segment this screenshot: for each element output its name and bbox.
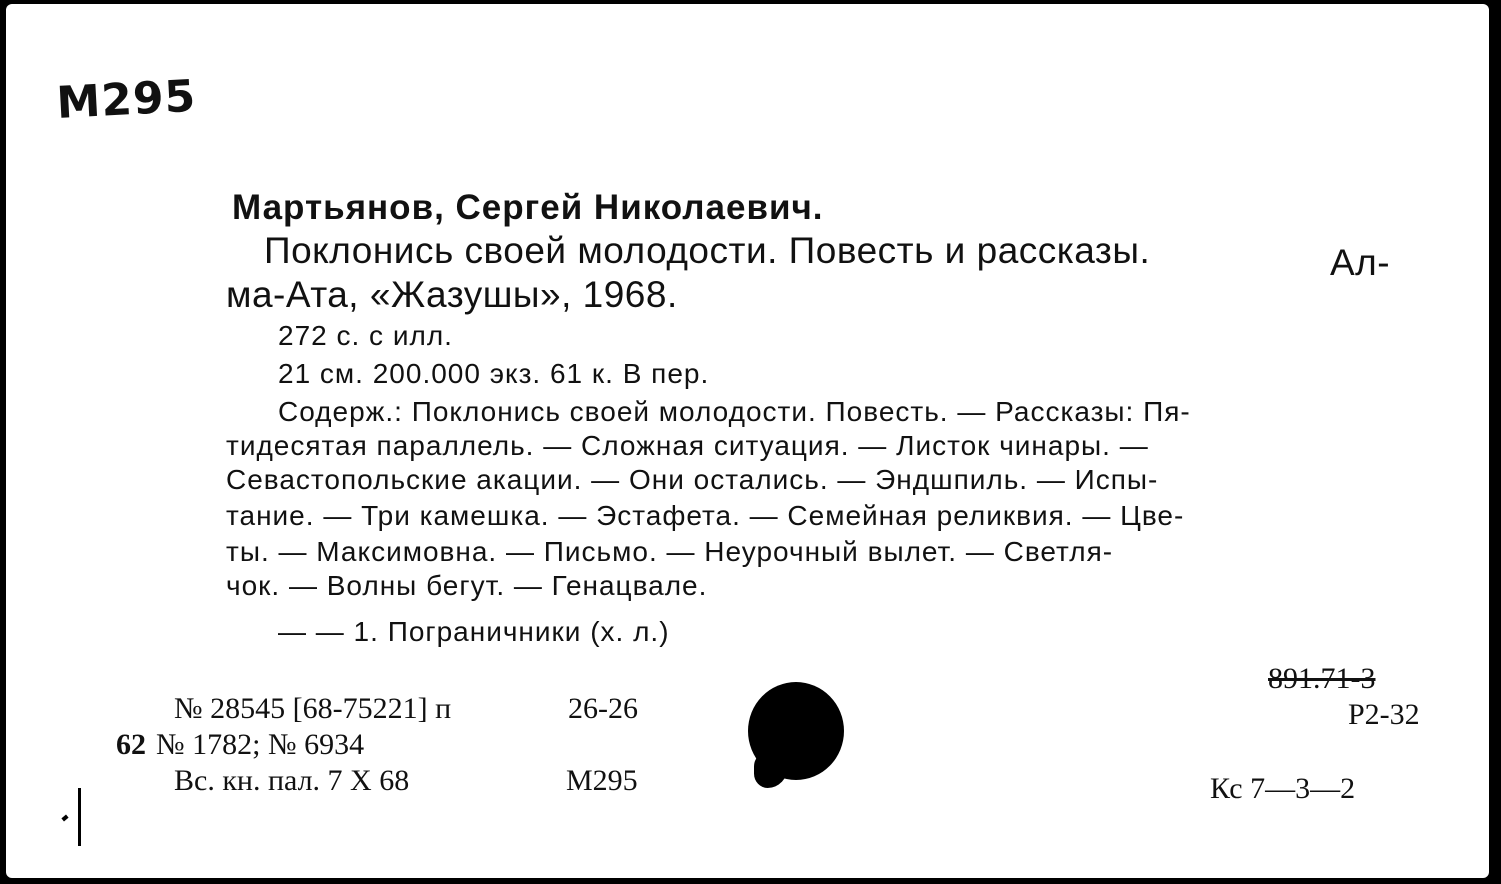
pagination: 272 с. с илл. <box>278 320 453 351</box>
title-line-2: ма-Ата, «Жазушы», 1968. <box>226 274 678 315</box>
handwritten-call-number: М295 <box>55 70 198 129</box>
classification-code-2: Р2-32 <box>1348 698 1420 731</box>
punch-hole-tail <box>754 752 788 788</box>
contents-line: чок. — Волны бегут. — Генацвале. <box>226 570 708 601</box>
title-line-1: Поклонись своей молодости. Повесть и рассказы. <box>264 230 1151 271</box>
record-line-2: № 1782; № 6934 <box>156 728 365 761</box>
cutter-number: Кс 7—3—2 <box>1210 772 1356 805</box>
author-heading: Мартьянов, Сергей Николаевич. <box>232 188 824 227</box>
contents-line: Содерж.: Поклонись своей молодости. Повесть. — Рассказы: Пя- <box>278 396 1191 427</box>
record-code: 26-26 <box>568 692 638 725</box>
title-line-1-hyphen: Ал- <box>1330 242 1391 283</box>
physical-description: 21 см. 200.000 экз. 61 к. В пер. <box>278 358 710 389</box>
subject-heading: — — 1. Пограничники (х. л.) <box>278 616 670 647</box>
chamber-record: Вс. кн. пал. 7 X 68 <box>174 764 410 797</box>
record-prefix: 62 <box>116 728 146 761</box>
contents-line: тидесятая параллель. — Сложная ситуация. — Листок чинары. — <box>226 430 1149 461</box>
contents-line: Севастопольские акации. — Они остались. — Эндшпиль. — Испы- <box>226 464 1159 495</box>
record-number-line: № 28545 [68-75221] п <box>174 692 452 725</box>
pencil-mark <box>78 788 81 846</box>
catalog-card <box>6 4 1489 878</box>
contents-line: тание. — Три камешка. — Эстафета. — Семейная реликвия. — Цве- <box>226 500 1185 531</box>
chamber-call-number: М295 <box>566 764 638 797</box>
contents-line: ты. — Максимовна. — Письмо. — Неурочный вылет. — Светля- <box>226 536 1114 567</box>
pencil-mark-tick <box>61 815 68 822</box>
classification-code-struck: 891.71-3 <box>1268 662 1376 695</box>
